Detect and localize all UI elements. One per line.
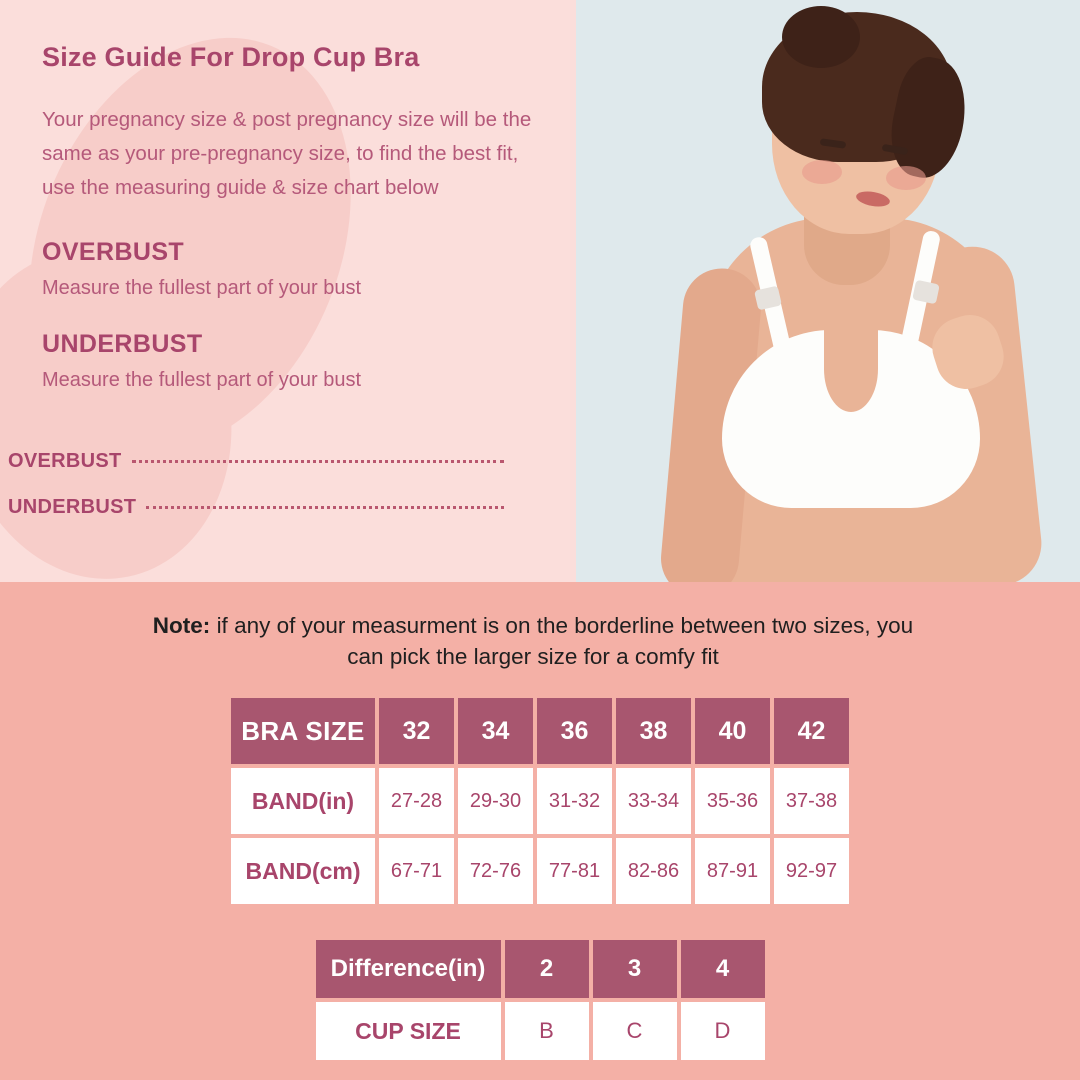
note-line-1: if any of your measurment is on the borderline between two sizes, you (216, 613, 914, 638)
cell-band-in-32: 27-28 (379, 768, 454, 834)
cell-cup-c: C (593, 1002, 677, 1060)
note-text (0, 582, 1080, 672)
table-row (231, 838, 849, 904)
note-line-2: can pick the larger size for a comfy fit (347, 644, 719, 670)
col-header-36: 36 (537, 698, 612, 764)
underbust-description: Measure the fullest part of your bust (42, 368, 362, 391)
table-row (316, 1002, 765, 1060)
col-header-diff-3: 3 (593, 940, 677, 998)
cell-cup-d: D (681, 1002, 765, 1060)
row-label-band-in: BAND(in) (231, 768, 375, 834)
model-hair-bun (782, 6, 860, 68)
col-header-42: 42 (774, 698, 849, 764)
table-row-header (316, 940, 765, 998)
intro-text: Your pregnancy size & post pregnancy size will be the same as your pre-pregnancy size, to find the best fit, use the measuring guide & size chart below (42, 108, 532, 200)
cell-band-cm-32: 67-71 (379, 838, 454, 904)
cell-band-in-42: 37-38 (774, 768, 849, 834)
cell-band-in-34: 29-30 (458, 768, 533, 834)
cell-band-cm-38: 82-86 (616, 838, 691, 904)
model-illustration (576, 0, 1080, 582)
col-header-diff-4: 4 (681, 940, 765, 998)
underbust-measure-line (8, 496, 504, 519)
col-header-difference-in: Difference(in) (316, 940, 501, 998)
note-prefix: Note: (152, 613, 211, 638)
info-panel (0, 0, 576, 582)
cup-size-table (312, 936, 769, 1064)
cell-band-in-38: 33-34 (616, 768, 691, 834)
row-label-cup-size: CUP SIZE (316, 1002, 501, 1060)
underbust-heading: UNDERBUST (42, 329, 203, 358)
underbust-measure-label: UNDERBUST (8, 496, 137, 518)
row-label-band-cm: BAND(cm) (231, 838, 375, 904)
col-header-34: 34 (458, 698, 533, 764)
overbust-measure-line (8, 450, 504, 473)
model-blush-left (802, 160, 842, 184)
cell-band-cm-42: 92-97 (774, 838, 849, 904)
overbust-measure-label: OVERBUST (8, 450, 122, 472)
col-header-diff-2: 2 (505, 940, 589, 998)
tables-area (0, 694, 1080, 1064)
overbust-heading: OVERBUST (42, 237, 185, 266)
info-panel-content (0, 0, 576, 392)
bra-size-table (227, 694, 853, 908)
cell-band-cm-36: 77-81 (537, 838, 612, 904)
table-row-header (231, 698, 849, 764)
cell-band-in-40: 35-36 (695, 768, 770, 834)
model-photo-panel (576, 0, 1080, 582)
col-header-38: 38 (616, 698, 691, 764)
cell-band-cm-40: 87-91 (695, 838, 770, 904)
cell-band-in-36: 31-32 (537, 768, 612, 834)
page-title: Size Guide For Drop Cup Bra (42, 42, 420, 72)
bottom-section (0, 582, 1080, 1080)
table-row (231, 768, 849, 834)
cell-cup-b: B (505, 1002, 589, 1060)
col-header-40: 40 (695, 698, 770, 764)
overbust-dotted-line (132, 460, 504, 463)
model-blush-right (886, 166, 926, 190)
bra-neckline (824, 326, 878, 412)
col-header-bra-size: BRA SIZE (231, 698, 375, 764)
col-header-32: 32 (379, 698, 454, 764)
overbust-description: Measure the fullest part of your bust (42, 276, 362, 299)
underbust-dotted-line (146, 506, 504, 509)
cell-band-cm-34: 72-76 (458, 838, 533, 904)
